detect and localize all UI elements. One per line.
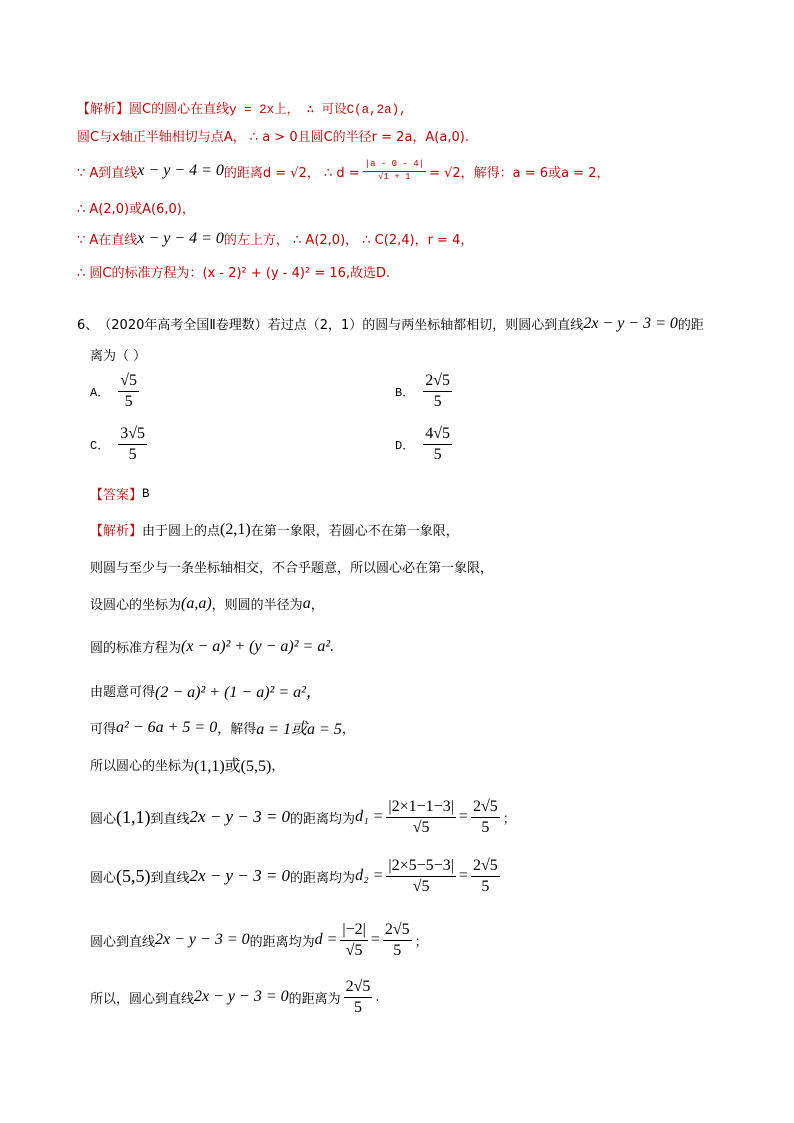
answer-value: B	[142, 486, 150, 501]
question-number: 6、	[77, 318, 99, 333]
option-d: D． $\frac{4√5}{5}$	[395, 425, 450, 463]
solution-line-8: 圆心 (1,1) 到直线 2x − y − 3 = 0 的距离均为 d₁ = $\frac{|2\times 1-1-3|}{√5}$ = $\frac{2√5}{5}$ ；	[90, 798, 516, 836]
option-c: C． $\frac{3√5}{5}$	[90, 425, 145, 463]
answer-tag: 【答案】	[90, 488, 143, 503]
solution-line-2: 则圆与至少与一条坐标轴相交，不合乎题意，所以圆心必在第一象限，	[90, 561, 494, 576]
option-a: A． $\frac{√5}{5}$	[90, 372, 137, 410]
question-line-1: 6、 （2020年高考全国Ⅱ卷理数）若过点（2，1）的圆与两坐标轴都相切，则圆心到直线 2x − y − 3 = 0 的距	[77, 314, 704, 333]
solution-line-11: 所以，圆心到直线 2x − y − 3 = 0 的距离为 $\frac{2√5}{5}$ .	[90, 978, 380, 1016]
prev-solution-line-6: ∴ 圆C的标准方程为：(x - 2)² + (y - 4)² = 16,故选D.	[77, 266, 391, 281]
prev-solution-line-4: ∴ A(2,0)或A(6,0)，	[77, 202, 195, 217]
prev-solution-line-5: ∵ A在直线 x − y − 4 = 0 的左上方， ∴ A(2,0)， ∴ C(2,4)，r = 4，	[77, 229, 474, 248]
question-line-2: 离为（ ）	[90, 349, 147, 364]
solution-tag: 【解析】	[77, 102, 130, 117]
prev-solution-line-2: 圆C与x轴正半轴相切与点A， ∴ a > 0且圆C的半径r = 2a，A(a,0).	[77, 130, 469, 145]
solution-tag: 【解析】	[90, 524, 143, 539]
solution-line-5: 由题意可得 (2 − a)² + (1 − a)² = a²，	[90, 684, 322, 701]
solution-line-1: 【解析】 由于圆上的点 (2,1) 在第一象限，若圆心不在第一象限，	[90, 520, 459, 539]
solution-line-3: 设圆心的坐标为 (a,a) ，则圆的半径为 a ，	[90, 594, 324, 613]
solution-line-4: 圆的标准方程为 (x − a)² + (y − a)² = a².	[90, 637, 335, 656]
prev-solution-line-1: 【解析】 圆C的圆心在直线 y = 2x上， ∴ 可设C(a,2a),	[77, 98, 407, 117]
prev-solution-line-3: ∵ A到直线 x − y − 4 = 0 的距离d = √2， ∴ d = $\frac{|a - 0 - 4|}{√1 + 1}$ = √2，解得：a = 6或a = 2，	[77, 159, 610, 182]
solution-line-10: 圆心到直线 2x − y − 3 = 0 的距离均为 d = $\frac{|-2|}{√5}$ = $\frac{2√5}{5}$ ；	[90, 921, 428, 959]
solution-line-9: 圆心 (5,5) 到直线 2x − y − 3 = 0 的距离均为 d₂ = $\frac{|2\times 5-5-3|}{√5}$ = $\frac{2√5}{5}$	[90, 857, 498, 895]
solution-line-7: 所以圆心的坐标为 (1,1)或(5,5) ，	[90, 758, 285, 775]
solution-line-6: 可得 a² − 6a + 5 = 0 ，解得 a = 1或a = 5 ，	[90, 718, 355, 738]
option-b: B． $\frac{2√5}{5}$	[395, 372, 450, 410]
question-text: （2020年高考全国Ⅱ卷理数）若过点（2，1）的圆与两坐标轴都相切，则圆心到直线	[98, 318, 584, 333]
answer-line	[90, 484, 150, 503]
distance-fraction: $\frac{|a - 0 - 4|}{√1 + 1}$	[364, 159, 425, 182]
